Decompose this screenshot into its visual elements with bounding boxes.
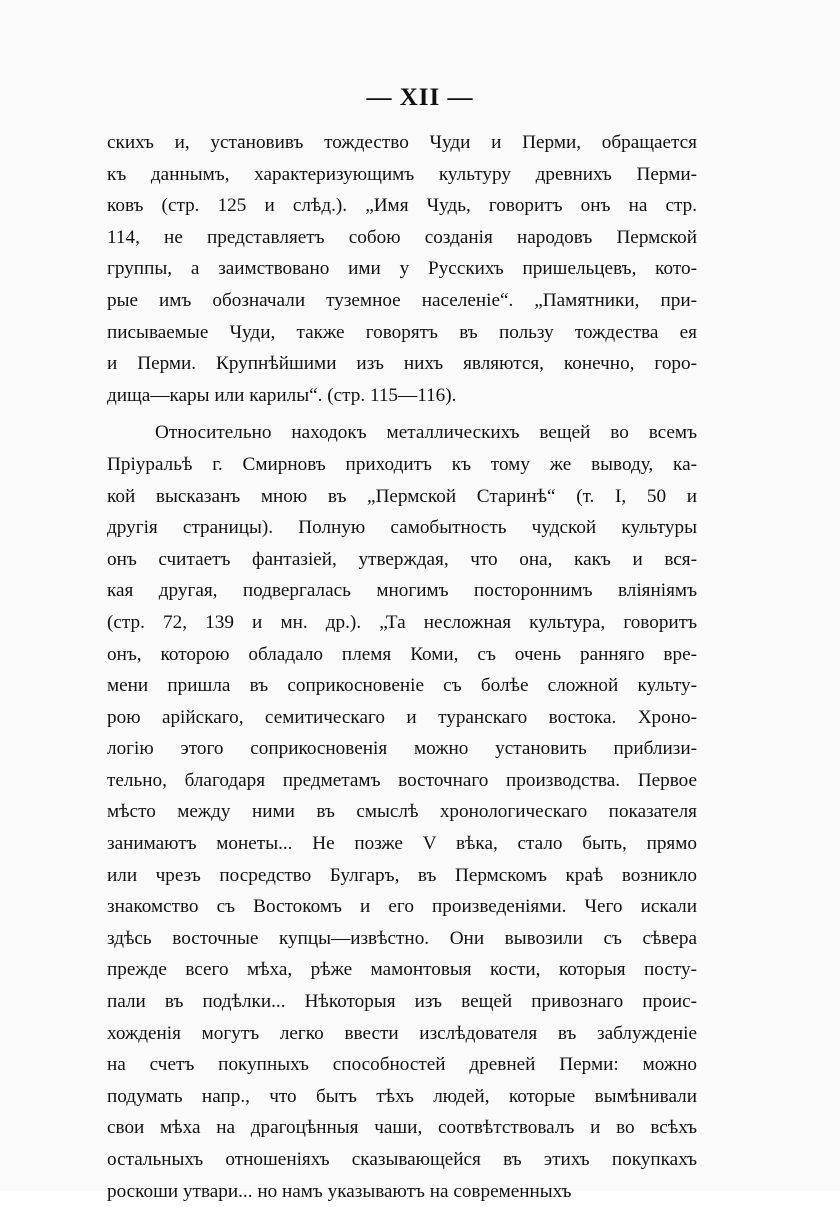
text-line: онъ считаетъ фантазіей, утверждая, что она, какъ и вся- [107,548,697,570]
text-line: логію этого соприкосновенія можно установить приблизи- [107,738,697,760]
text-line: онъ, которою обладало племя Коми, съ очень ранняго вре- [107,643,697,665]
page-number-header: — XII — [366,84,474,111]
text-line: скихъ и, установивъ тождество Чуди и Перми, обращается [107,132,697,153]
text-line: остальныхъ отношеніяхъ сказывающейся въ этихъ покупкахъ [107,1149,697,1170]
paragraph [107,127,697,411]
text-line: группы, а заимствовано ими у Русскихъ пришельцевъ, кото- [107,258,697,280]
text-line: роскоши утвари... но намъ указываютъ на современныхъ [107,1180,572,1202]
text-line: мени пришла въ соприкосновеніе съ болѣе сложной культу- [107,675,697,697]
text-line: тельно, благодаря предметамъ восточнаго производства. Первое [107,769,697,791]
text-line: другія страницы). Полную самобытность чудской культуры [107,517,697,539]
text-line: на счетъ покупныхъ способностей древней Перми: можно [107,1054,697,1076]
text-line: Относительно находокъ металлическихъ вещей во всемъ [155,422,697,444]
text-line: 114, не представляетъ собою созданія народовъ Пермской [107,226,697,248]
text-line: пали въ подѣлки... Нѣкоторыя изъ вещей привознаго проис- [107,991,697,1013]
text-line: или чрезъ посредство Булгаръ, въ Пермскомъ краѣ возникло [107,864,697,886]
text-line: ковъ (стр. 125 и слѣд.). „Имя Чудь, говоритъ онъ на стр. [107,195,697,217]
text-line: мѣсто между ними въ смыслѣ хронологическаго показателя [107,801,697,823]
text-line: подумать напр., что бытъ тѣхъ людей, которые вымѣнивали [107,1085,697,1107]
text-line: занимаютъ монеты... Не позже V вѣка, стало быть, прямо [107,833,697,855]
text-body [107,127,697,1207]
text-line: здѣсь восточные купцы—извѣстно. Они вывозили съ сѣвера [107,927,697,949]
text-line: прежде всего мѣха, рѣже мамонтовыя кости, которыя посту- [107,959,697,981]
text-line: знакомство съ Востокомъ и его произведеніями. Чего искали [107,896,697,918]
text-line: свои мѣха на драгоцѣнныя чаши, соотвѣтствовалъ и во всѣхъ [107,1117,697,1139]
text-line: писываемые Чуди, также говорятъ въ пользу тождества ея [107,321,697,343]
text-line: кая другая, подвергалась многимъ постороннимъ вліяніямъ [107,580,697,602]
paragraph [107,417,697,1207]
text-line: и Перми. Крупнѣйшими изъ нихъ являются, конечно, горо- [107,353,697,375]
text-line: рые имъ обозначали туземное населеніе“. „Памятники, при- [107,289,697,311]
text-line: хожденія могутъ легко ввести изслѣдователя въ заблужденіе [107,1022,697,1044]
text-line: (стр. 72, 139 и мн. др.). „Та несложная культура, говоритъ [107,611,697,633]
text-line: Пріуральѣ г. Смирновъ приходитъ къ тому же выводу, ка- [107,453,697,475]
text-line: дища—кары или карилы“. (стр. 115—116). [107,384,457,406]
text-line: рою арійскаго, семитическаго и туранскаго востока. Хроно- [107,706,697,728]
text-line: къ даннымъ, характеризующимъ культуру древнихъ Перми- [107,163,697,185]
text-line: кой высказанъ мною въ „Пермской Старинѣ“ (т. I, 50 и [107,485,697,507]
